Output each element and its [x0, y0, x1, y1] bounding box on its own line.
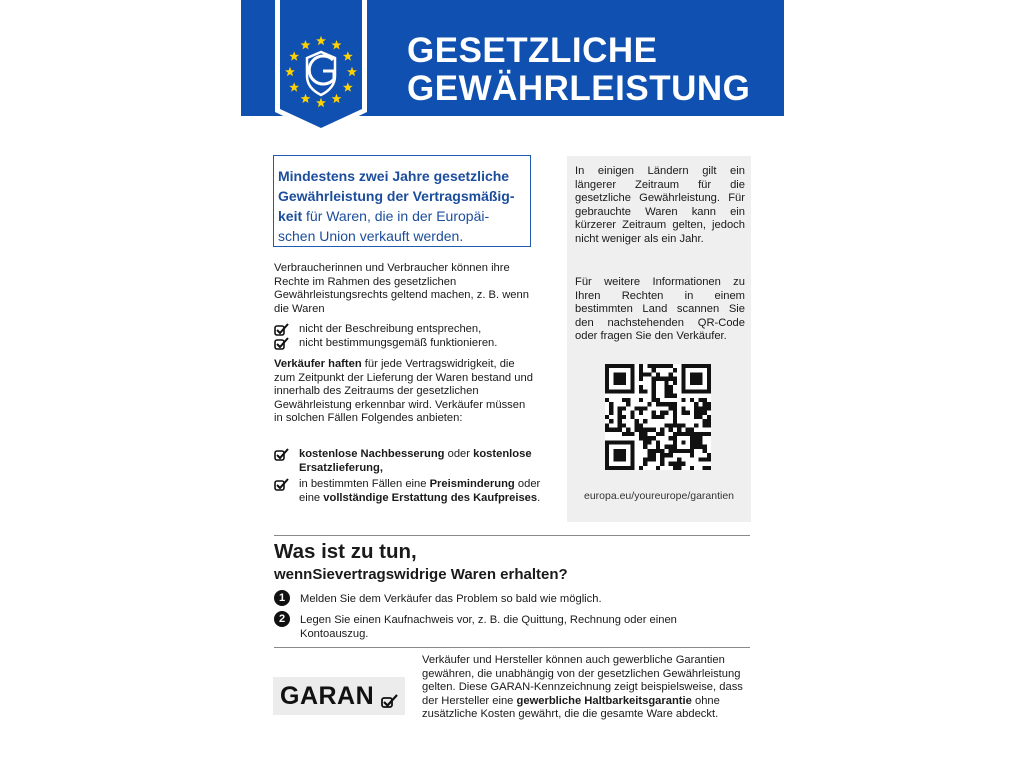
- checkbox-check-icon: [274, 478, 290, 492]
- garan-text-a: Verkäufer und Hersteller können auch gewerbliche Garantien gewähren, die unabhängig von der gesetzlichen Gewährleistung gelten. Diese GARAN-Kennzeichnung zeigt beispielsweise, dass der Hersteller eine: [422, 654, 743, 707]
- info-url[interactable]: europa.eu/youreurope/garantien: [583, 490, 735, 502]
- step-number-2: 2: [274, 611, 290, 627]
- side-paragraph-1: In einigen Ländern gilt ein längerer Zeitraum für die gesetzliche Gewährleistung. Für gebrauchte Waren kann ein kürzerer Zeitraum gelten, jedoch nicht weniger als ein Jahr.: [575, 165, 745, 245]
- intro-bold: Mindestens zwei Jahre gesetzliche Gewährleistung der Vertragsmäßig-keit: [278, 168, 515, 224]
- remedy-or: oder: [444, 448, 474, 460]
- intro-rest: für Waren, die in der Europäi-schen Union verkauft werden.: [278, 208, 490, 244]
- title-line-1: GESETZLICHE: [407, 31, 658, 70]
- rights-item-1-text: nicht der Beschreibung entsprechen,: [299, 323, 482, 335]
- checkbox-check-icon: [274, 323, 290, 337]
- liability-paragraph: [274, 358, 534, 426]
- side-paragraph-2: Für weitere Informationen zu Ihren Rechten in einem bestimmten Land scannen Sie den nachstehenden QR-Code oder fragen Sie den Verkäufer.: [575, 276, 745, 343]
- info-sidebar: [567, 156, 751, 522]
- title-line-2: GEWÄHRLEISTUNG: [407, 69, 751, 108]
- garan-check-icon: [381, 693, 399, 709]
- checkbox-check-icon: [274, 448, 290, 462]
- warranty-leaflet: [241, 0, 784, 768]
- divider: [274, 535, 750, 536]
- remedy-period: .: [537, 491, 541, 504]
- garan-label: [273, 677, 405, 715]
- liability-bold: Verkäufer haften: [274, 358, 362, 370]
- page-title: [407, 32, 777, 108]
- todo-heading: Was ist zu tun,: [274, 540, 417, 563]
- remedy-full-refund: vollständige Erstattung des Kaufpreises: [323, 491, 538, 504]
- remedy-price-reduction: Preisminderung: [429, 478, 515, 490]
- divider: [274, 647, 750, 648]
- rights-item-2-text: nicht bestimmungsgemäß funktionieren.: [299, 337, 498, 349]
- eu-shield-logo: [273, 0, 369, 136]
- step-2-text: Legen Sie einen Kaufnachweis vor, z. B. die Quittung, Rechnung oder einen Kontoauszug.: [300, 614, 677, 640]
- rights-paragraph: Verbraucherinnen und Verbraucher können ihre Rechte im Rahmen des gesetzlichen Gewährleistungsrechts geltend machen, z. B. wenn die Waren: [274, 262, 529, 315]
- step-number-1: 1: [274, 590, 290, 606]
- remedy-item-1-text: [299, 448, 544, 475]
- remedy-repair: kostenlose Nachbesserung: [299, 448, 445, 460]
- remedy-or-a: oder eine: [299, 478, 541, 504]
- step-1-text: Melden Sie dem Verkäufer das Problem so bald wie möglich.: [300, 593, 602, 605]
- qr-code[interactable]: [605, 364, 711, 470]
- remedy-some-cases: in bestimmten Fällen eine: [299, 478, 430, 490]
- checkbox-check-icon: [274, 337, 290, 351]
- garan-logo-text: GARAN: [280, 682, 375, 710]
- garan-paragraph: [422, 654, 752, 722]
- garan-text-bold: gewerbliche Haltbarkeitsgarantie: [516, 694, 692, 707]
- intro-box: [273, 155, 531, 247]
- garan-text-b: ohne zusätzliche Kosten gewährt, die die gesamte Ware abdeckt.: [422, 694, 720, 720]
- remedy-replacement: kostenlose Ersatzlieferung,: [299, 448, 532, 474]
- todo-subheading: wennSievertragswidrige Waren erhalten?: [274, 566, 568, 583]
- remedy-item-2-text: [299, 478, 544, 505]
- liability-rest: für jede Vertragswidrigkeit, die zum Zeitpunkt der Lieferung der Waren bestand und innerhalb des Zeitraums der gesetzlichen Gewährleistung erkennbar wird. Verkäufer müssen in solchen Fällen Folgendes anbieten:: [274, 358, 533, 424]
